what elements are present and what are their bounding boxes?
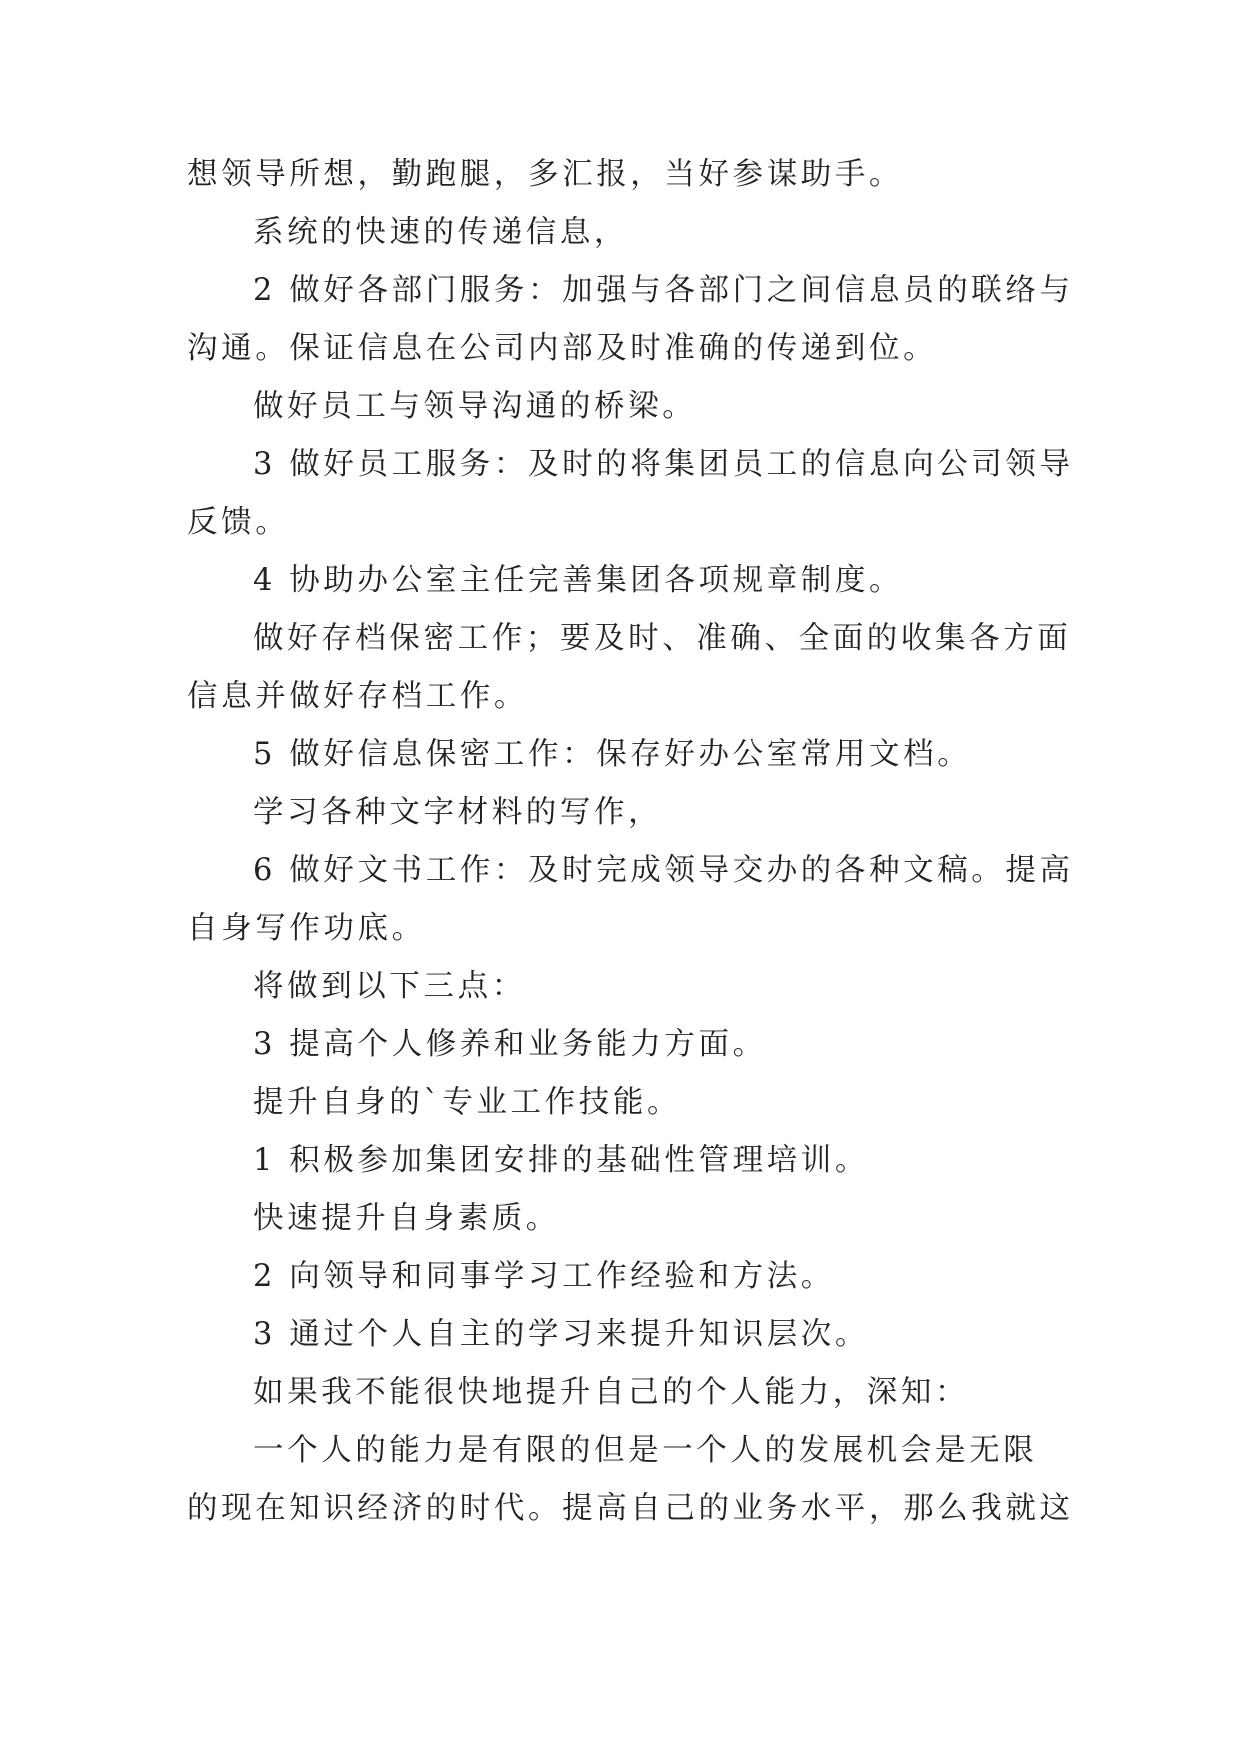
text-line: 想领导所想，勤跑腿，多汇报，当好参谋助手。 bbox=[187, 157, 904, 192]
text-line: 一个人的能力是有限的但是一个人的发展机会是无限 bbox=[253, 1433, 1038, 1468]
text-line: 6 做好文书工作：及时完成领导交办的各种文稿。提高 bbox=[253, 853, 1074, 888]
text-line: 4 协助办公室主任完善集团各项规章制度。 bbox=[253, 563, 904, 598]
text-line: 5 做好信息保密工作：保存好办公室常用文档。 bbox=[253, 737, 972, 772]
text-line: 快速提升自身素质。 bbox=[253, 1201, 560, 1236]
text-line: 3 提高个人修养和业务能力方面。 bbox=[253, 1027, 767, 1062]
text-line: 信息并做好存档工作。 bbox=[187, 679, 528, 714]
text-line: 沟通。保证信息在公司内部及时准确的传递到位。 bbox=[187, 331, 938, 366]
text-line: 3 做好员工服务：及时的将集团员工的信息向公司领导 bbox=[253, 447, 1074, 482]
text-line: 2 向领导和同事学习工作经验和方法。 bbox=[253, 1259, 835, 1294]
text-line: 做好存档保密工作；要及时、准确、全面的收集各方面 bbox=[253, 621, 1072, 656]
text-line: 自身写作功底。 bbox=[187, 911, 426, 946]
text-line: 1 积极参加集团安排的基础性管理培训。 bbox=[253, 1143, 869, 1178]
text-line: 3 通过个人自主的学习来提升知识层次。 bbox=[253, 1317, 869, 1352]
text-line: 反馈。 bbox=[187, 505, 290, 540]
text-line: 做好员工与领导沟通的桥梁。 bbox=[253, 389, 697, 424]
text-line: 学习各种文字材料的写作， bbox=[253, 795, 663, 830]
text-line: 将做到以下三点： bbox=[253, 969, 526, 1004]
text-line: 如果我不能很快地提升自己的个人能力，深知： bbox=[253, 1375, 970, 1410]
text-line: 2 做好各部门服务：加强与各部门之间信息员的联络与 bbox=[253, 273, 1074, 308]
text-line: 系统的快速的传递信息， bbox=[253, 215, 629, 250]
text-line: 的现在知识经济的时代。提高自己的业务水平，那么我就这 bbox=[187, 1491, 1074, 1526]
text-line: 提升自身的`专业工作技能。 bbox=[253, 1085, 682, 1120]
